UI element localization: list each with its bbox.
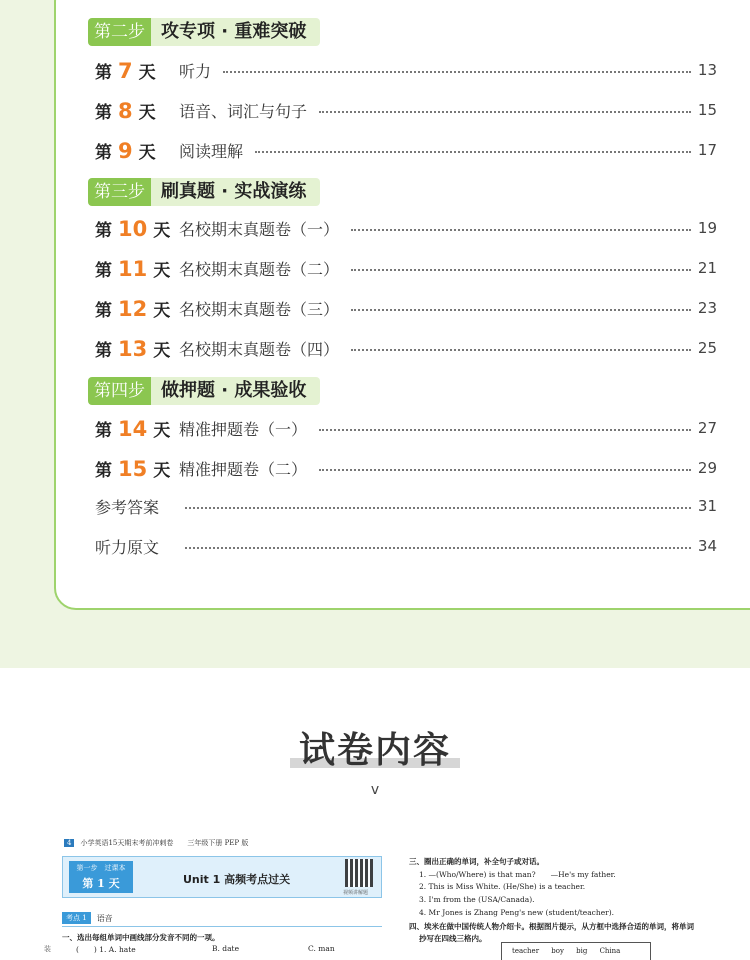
toc-entry-title: 名校期末真题卷（三） <box>179 299 340 319</box>
step-tag-4 <box>88 377 320 405</box>
dot-leader <box>319 469 691 471</box>
question-heading: 三、圈出正确的单词，补全句子或对话。 <box>409 857 544 866</box>
key-point: 考点 1 语音 <box>62 912 113 924</box>
dot-leader <box>255 151 691 153</box>
day-label: 第 10 天 <box>95 216 171 241</box>
page-header <box>64 838 248 848</box>
step-tag-2 <box>88 18 320 46</box>
toc-row-answers[interactable] <box>95 493 717 519</box>
toc-entry-title: 听力 <box>179 61 212 81</box>
toc-row[interactable] <box>95 335 717 361</box>
dot-leader <box>351 309 691 311</box>
dot-leader <box>319 429 691 431</box>
step-title: 刷真题 · 实战演练 <box>151 178 320 206</box>
dot-leader <box>319 111 691 113</box>
qr-caption: 视频讲解题 <box>343 890 369 896</box>
day-label: 第 11 天 <box>95 256 171 281</box>
qr-code-icon <box>345 859 373 887</box>
question-item: 1. —(Who/Where) is that man? —He's my father. <box>419 870 616 879</box>
toc-row-listening-script[interactable] <box>95 533 717 559</box>
day-label: 第 12 天 <box>95 296 171 321</box>
preview-page-left <box>40 832 400 960</box>
question-item: 2. This is Miss White. (He/She) is a teacher. <box>419 882 586 891</box>
step-number: 第三步 <box>88 178 151 206</box>
toc-row[interactable] <box>95 57 717 83</box>
dot-leader <box>351 269 691 271</box>
toc-entry-title: 名校期末真题卷（一） <box>179 219 340 239</box>
page-number: 17 <box>697 141 717 159</box>
word-bank: teacher boy big China <box>501 942 651 960</box>
step-number: 第四步 <box>88 377 151 405</box>
page-number: 19 <box>697 219 717 237</box>
unit-title: Unit 1 高频考点过关 <box>183 873 291 886</box>
toc-entry-title: 语音、词汇与句子 <box>179 101 308 121</box>
page-number: 23 <box>697 299 717 317</box>
toc-row[interactable] <box>95 455 717 481</box>
dot-leader <box>185 507 691 509</box>
dot-leader <box>351 349 691 351</box>
dot-leader <box>223 71 691 73</box>
toc-entry-title: 名校期末真题卷（四） <box>179 339 340 359</box>
dot-leader <box>351 229 691 231</box>
page-number: 29 <box>697 459 717 477</box>
toc-row[interactable] <box>95 97 717 123</box>
toc-entry-title: 阅读理解 <box>179 141 244 161</box>
preview-page-right <box>405 850 750 960</box>
page-number: 15 <box>697 101 717 119</box>
divider <box>62 926 382 927</box>
step-number: 第二步 <box>88 18 151 46</box>
toc-row[interactable] <box>95 137 717 163</box>
question-heading: 一、选出每组单词中画线部分发音不同的一项。 <box>62 933 220 942</box>
toc-row[interactable] <box>95 215 717 241</box>
page-number: 27 <box>697 419 717 437</box>
section-title: 试卷内容 <box>298 730 451 771</box>
day-label: 第 8 天 <box>95 98 156 123</box>
book-title: 小学英语15天期末考前冲刺卷 三年级下册 PEP 版 <box>80 839 249 847</box>
question-heading-cont: 抄写在四线三格内。 <box>419 934 487 943</box>
page-number: 21 <box>697 259 717 277</box>
day-label: 第 7 天 <box>95 58 156 83</box>
question-item: 4. Mr Jones is Zhang Peng's new (student/teacher). <box>419 908 615 917</box>
page-number: 34 <box>697 537 717 555</box>
day-label: 第 9 天 <box>95 138 156 163</box>
day-label: 第 14 天 <box>95 416 171 441</box>
toc-entry-title: 名校期末真题卷（二） <box>179 259 340 279</box>
step-tag-3 <box>88 178 320 206</box>
day-label: 第 13 天 <box>95 336 171 361</box>
toc-row[interactable] <box>95 295 717 321</box>
page-number: 25 <box>697 339 717 357</box>
toc-row[interactable] <box>95 415 717 441</box>
unit-banner <box>62 856 382 898</box>
question-options: ( ) 1. A. hate B. date C. man <box>76 944 335 954</box>
step-title: 做押题 · 成果验收 <box>151 377 320 405</box>
step-title: 攻专项 · 重难突破 <box>151 18 320 46</box>
toc-entry-title: 听力原文 <box>95 537 160 557</box>
toc-row[interactable] <box>95 255 717 281</box>
page-number: 31 <box>697 497 717 515</box>
toc-entry-title: 参考答案 <box>95 497 160 517</box>
day-badge: 第一步 过课本 第 1 天 <box>69 861 133 893</box>
question-item: 3. I'm from the (USA/Canada). <box>419 895 535 904</box>
question-heading: 四、埃米在做中国传统人物介绍卡。根据图片提示，从方框中选择合适的单词，将单词 <box>409 922 694 931</box>
dot-leader <box>185 547 691 549</box>
day-label: 第 15 天 <box>95 456 171 481</box>
page-number: 13 <box>697 61 717 79</box>
toc-entry-title: 精准押题卷（二） <box>179 459 308 479</box>
toc-entry-title: 精准押题卷（一） <box>179 419 308 439</box>
binding-mark: 装 <box>44 945 51 953</box>
chevron-down-icon: v <box>370 782 380 798</box>
page-number-tag: 4 <box>64 839 74 847</box>
